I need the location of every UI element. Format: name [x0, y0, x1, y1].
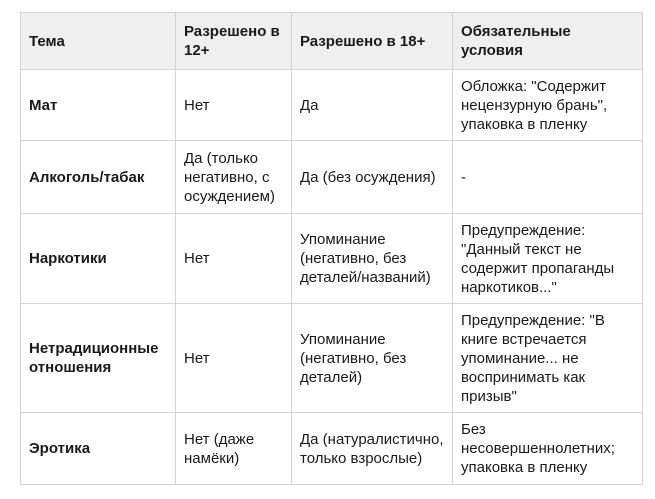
- topic-cell: Нетрадиционные отношения: [21, 304, 176, 413]
- table-header: [21, 13, 643, 70]
- allowed-12-cell: Нет: [176, 70, 292, 141]
- table-row: [21, 413, 643, 485]
- table-row: [21, 214, 643, 304]
- topic-cell: Наркотики: [21, 214, 176, 304]
- content-table-container: [20, 12, 643, 485]
- conditions-cell: Обложка: "Содержит нецензурную брань", упаковка в пленку: [453, 70, 643, 141]
- header-allowed-18: Разрешено в 18+: [292, 13, 453, 70]
- allowed-12-cell: Да (только негативно, с осуждением): [176, 141, 292, 214]
- allowed-18-cell: Да: [292, 70, 453, 141]
- table-body: [21, 70, 643, 485]
- topic-cell: Мат: [21, 70, 176, 141]
- allowed-18-cell: Да (без осуждения): [292, 141, 453, 214]
- allowed-18-cell: Упоминание (негативно, без деталей): [292, 304, 453, 413]
- conditions-cell: -: [453, 141, 643, 214]
- header-topic: Тема: [21, 13, 176, 70]
- conditions-cell: Без несовершеннолетних; упаковка в пленку: [453, 413, 643, 485]
- header-conditions: Обязательные условия: [453, 13, 643, 70]
- allowed-12-cell: Нет: [176, 304, 292, 413]
- conditions-cell: Предупреждение: "В книге встречается упоминание... не воспринимать как призыв": [453, 304, 643, 413]
- content-rules-table: [20, 12, 643, 485]
- header-row: [21, 13, 643, 70]
- table-row: [21, 304, 643, 413]
- topic-cell: Эротика: [21, 413, 176, 485]
- allowed-12-cell: Нет: [176, 214, 292, 304]
- table-row: [21, 141, 643, 214]
- topic-cell: Алкоголь/табак: [21, 141, 176, 214]
- table-row: [21, 70, 643, 141]
- allowed-18-cell: Упоминание (негативно, без деталей/названий): [292, 214, 453, 304]
- header-allowed-12: Разрешено в 12+: [176, 13, 292, 70]
- allowed-12-cell: Нет (даже намёки): [176, 413, 292, 485]
- conditions-cell: Предупреждение: "Данный текст не содержит пропаганды наркотиков...": [453, 214, 643, 304]
- allowed-18-cell: Да (натуралистично, только взрослые): [292, 413, 453, 485]
